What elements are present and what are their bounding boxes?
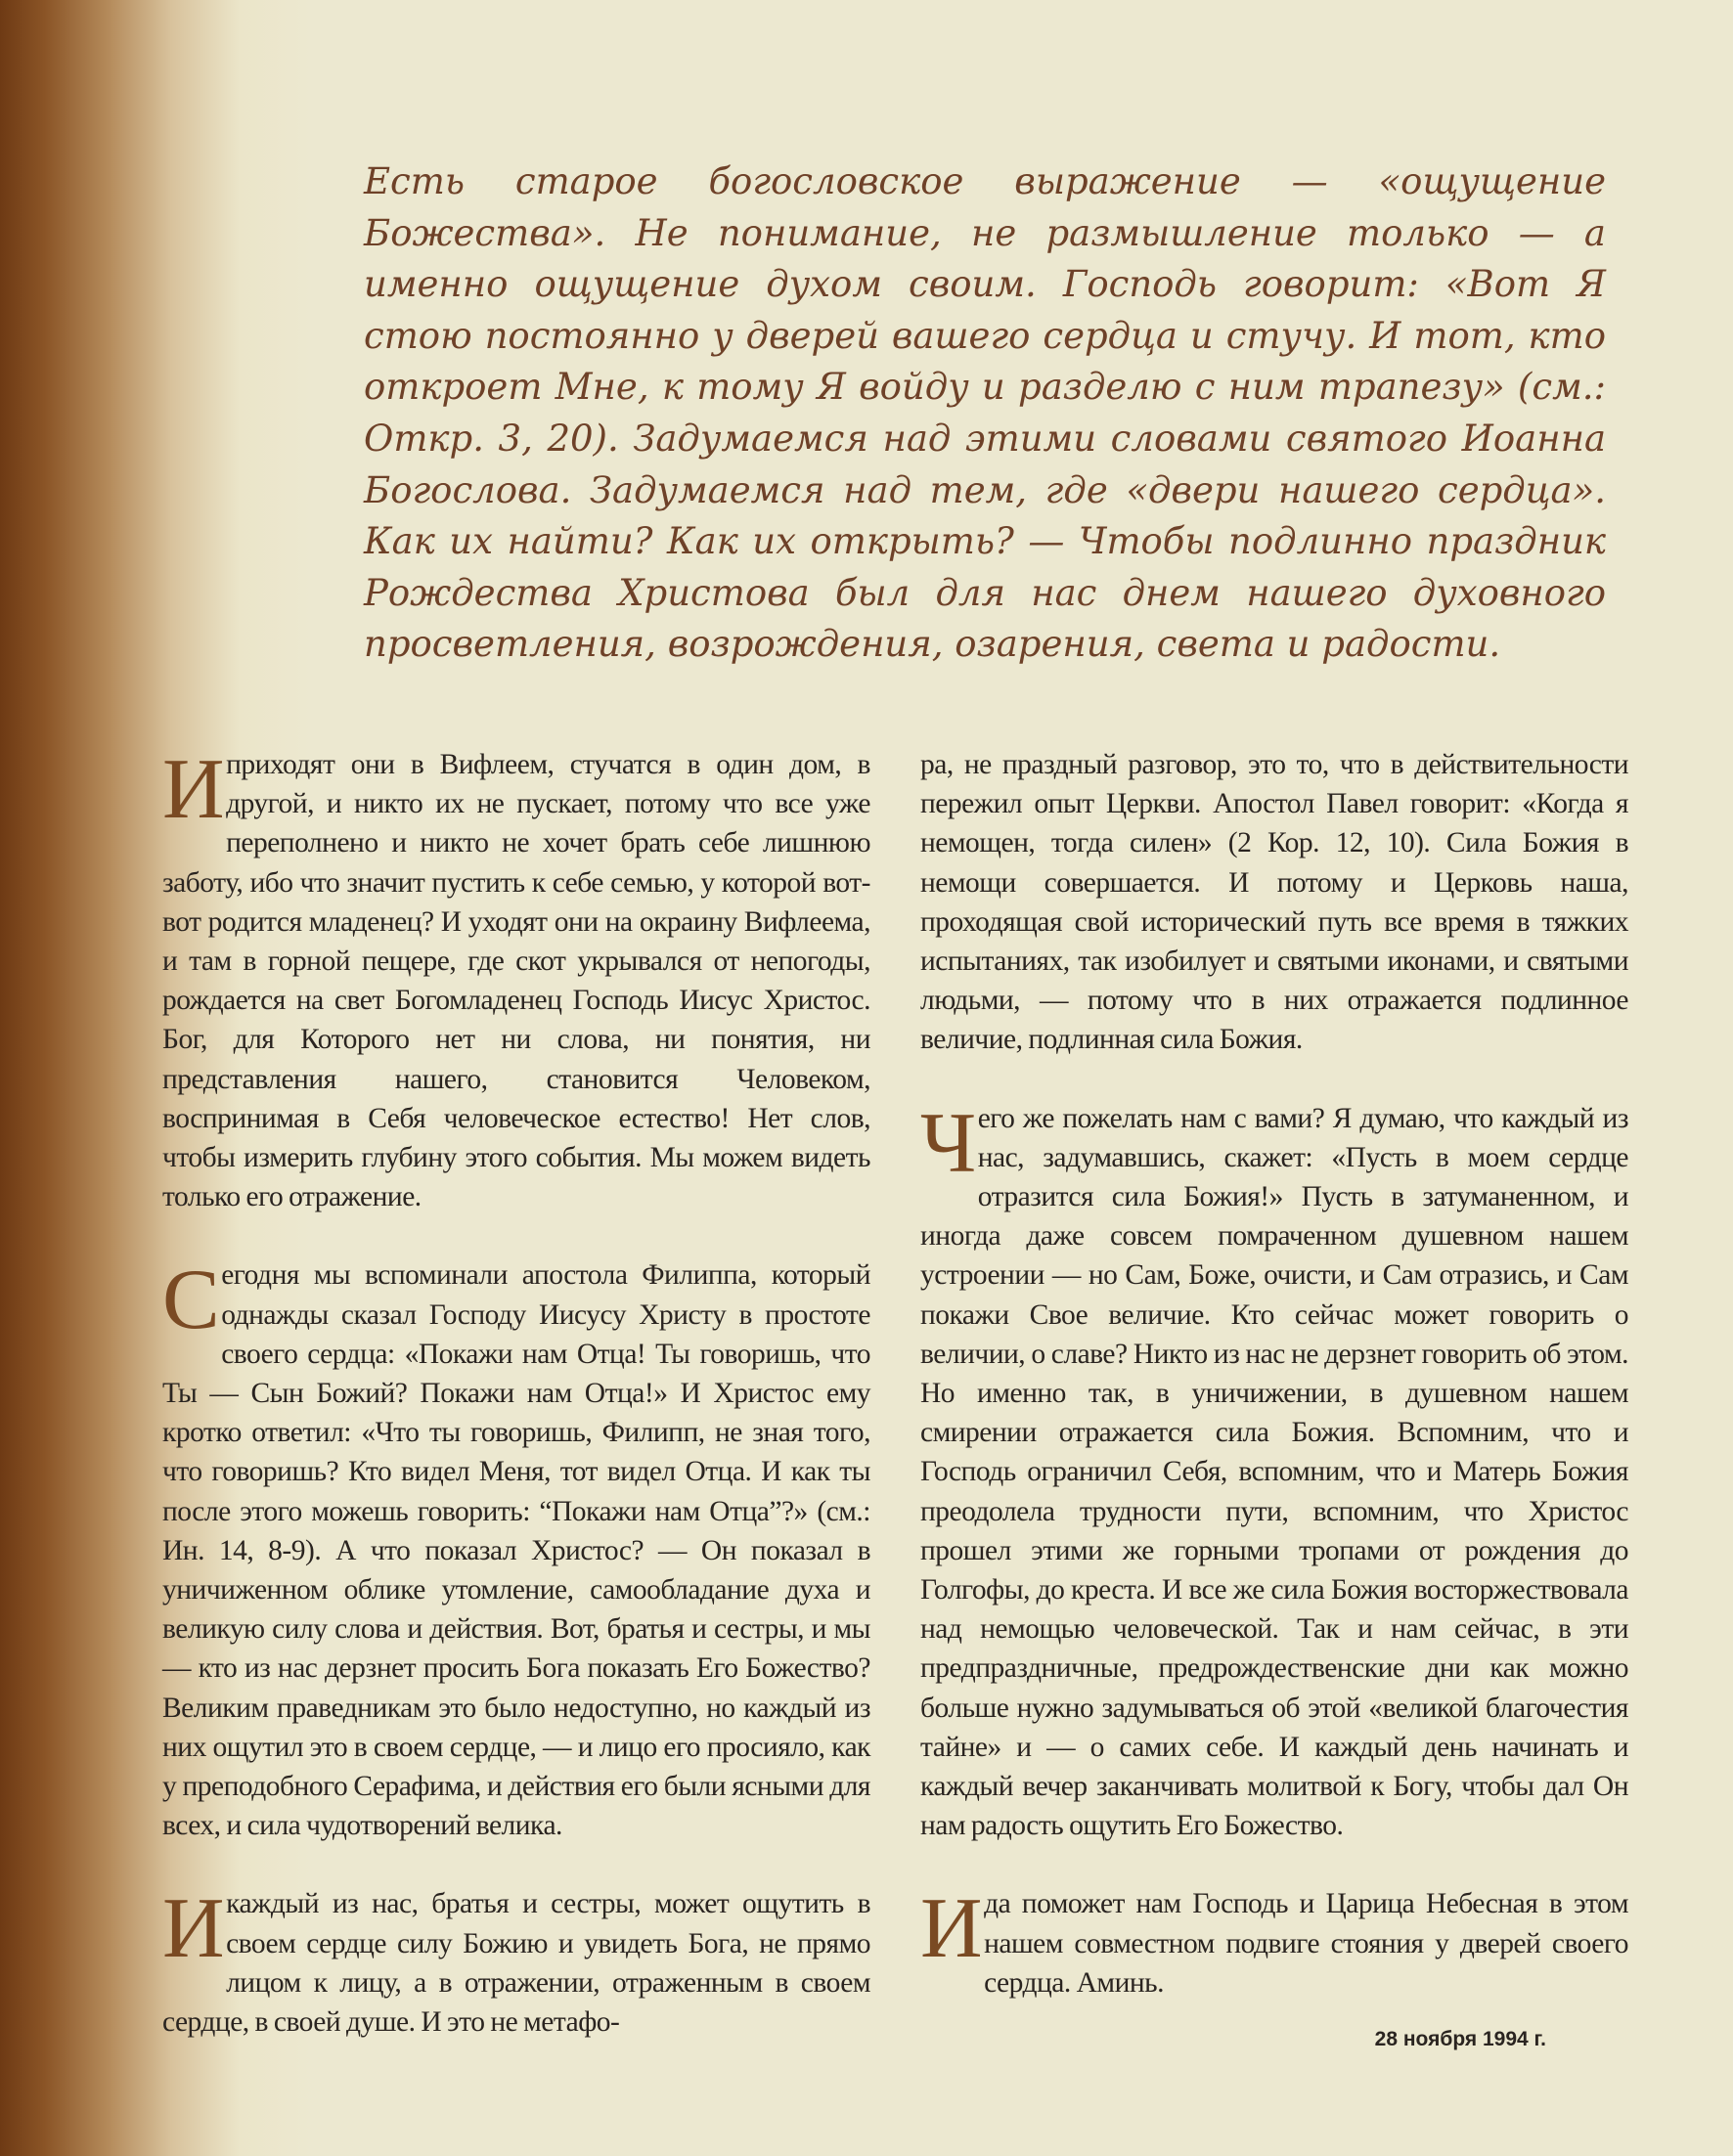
paragraph [920, 1881, 1628, 2002]
pull-quote: Есть старое богословское выражение — «ощущение Божества». Не понимание, не размышление только — а именно ощущение духом своим. Господь говорит: «Вот Я стою постоянно у дверей вашего сердца и стучу. И тот, кто откроет Мне, к тому Я войду и разделю с ним трапезу» (см.: Откр. 3, 20). Задумаемся над этими словами святого Иоанна Богослова. Задумаемся над тем, где «двери нашего сердца». Как их найти? Как их открыть? — Чтобы подлинно праздник Рождества Христова был для нас днем нашего духовного просветления, возрождения, озарения, света и радости. [364, 160, 1606, 666]
drop-cap: С [162, 1253, 220, 1348]
paragraph [162, 742, 870, 1216]
paragraph-text: ра, не праздный разговор, это то, что в действительности пережил опыт Церкви. Апостол Павел говорит: «Когда я немощен, тогда силен» (2 Кор. 12, 10). Сила Божия в немощи совершается. И потому и Церковь наша, проходящая свой исторический путь все время в тяжких испытаниях, так изобилует и святыми иконами, и святыми людьми, — потому что в них отражается подлинное величие, подлинная сила Божия. [920, 749, 1628, 1056]
left-column [162, 742, 870, 2081]
paragraph-text: его же пожелать нам с вами? Я думаю, что каждый из нас, задумавшись, скажет: «Пусть в моем сердце отразится сила Божия!» Пусть в затуманенном, и иногда даже совсем помраченном душевном нашем устроении — но Сам, Боже, очисти, и Сам отразись, и Сам покажи Свое величие. Кто сейчас может говорить о величии, о славе? Никто из нас не дерзнет говорить об этом. Но именно так, в уничижении, в душевном нашем смирении отражается сила Божия. Вспомним, что и Господь ограничил Себя, вспомним, что и Матерь Божия преодолела трудности пути, вспомним, что Христос прошел этими же горными тропами от рождения до Голгофы, до креста. И все же сила Божия восторжествовала над немощью человеческой. Так и нам сейчас, в эти предпраздничные, предрождественские дни как можно больше нужно задумываться об этой «великой благочестия тайне» и — о самих себе. И каждый день начинать и каждый вечер заканчивать молитвой к Богу, чтобы дал Он нам радость ощутить Его Божество. [920, 1102, 1628, 1842]
paragraph-text: егодня мы вспоминали апостола Филиппа, который однажды сказал Господу Иисусу Христу в простоте своего сердца: «Покажи нам Отца! Ты говоришь, что Ты — Сын Божий? Покажи нам Отца!» И Христос ему кротко ответил: «Что ты говоришь, Филипп, не зная того, что говоришь? Кто видел Меня, тот видел Отца. И как ты после этого можешь говорить: “Покажи нам Отца”?» (см.: Ин. 14, 8-9). А что показал Христос? — Он показал в уничиженном облике утомление, самообладание духа и великую силу слова и действия. Вот, братья и сестры, и мы — кто из нас дерзнет просить Бога показать Его Божество? Великим праведникам это было недоступно, но каждый из них ощутил это в своем сердце, — и лицо его просияло, как у преподобного Серафима, и действия его были ясными для всех, и сила чудотворений велика. [162, 1259, 870, 1842]
drop-cap: И [920, 1881, 983, 1977]
paragraph-text: приходят они в Вифлеем, стучатся в один дом, в другой, и никто их не пускает, потому что все уже переполнено и никто не хочет брать себе лишнюю заботу, ибо что значит пустить к себе семью, у которой вот-вот родится младенец? И уходят они на окраину Вифлеема, и там в горной пещере, где скот укрывался от непогоды, рождается на свет Богомладенец Господь Иисус Христос. Бог, для Которого нет ни слова, ни понятия, ни представления нашего, становится Человеком, воспринимая в Себя человеческое естество! Нет слов, чтобы измерить глубину этого события. Мы можем видеть только его отражение. [162, 749, 870, 1213]
paragraph [920, 1095, 1628, 1846]
paragraph-text: да поможет нам Господь и Царица Небесная в этом нашем совместном подвиге стояния у дверей своего сердца. Аминь. [984, 1888, 1628, 1999]
drop-cap: И [162, 1881, 225, 1977]
drop-cap: И [162, 742, 225, 837]
right-column [920, 745, 1628, 2059]
paragraph [162, 1881, 870, 2042]
drop-cap: Ч [920, 1095, 976, 1191]
paragraph [162, 1255, 870, 1845]
paragraph [920, 745, 1628, 1060]
sermon-date: 28 ноября 1994 г. [1374, 2028, 1546, 2051]
paragraph-text: каждый из нас, братья и сестры, может ощутить в своем сердце силу Божию и увидеть Бога, не прямо лицом к лицу, а в отражении, отраженным в своем сердце, в своей душе. И это не метафо- [162, 1888, 870, 2039]
